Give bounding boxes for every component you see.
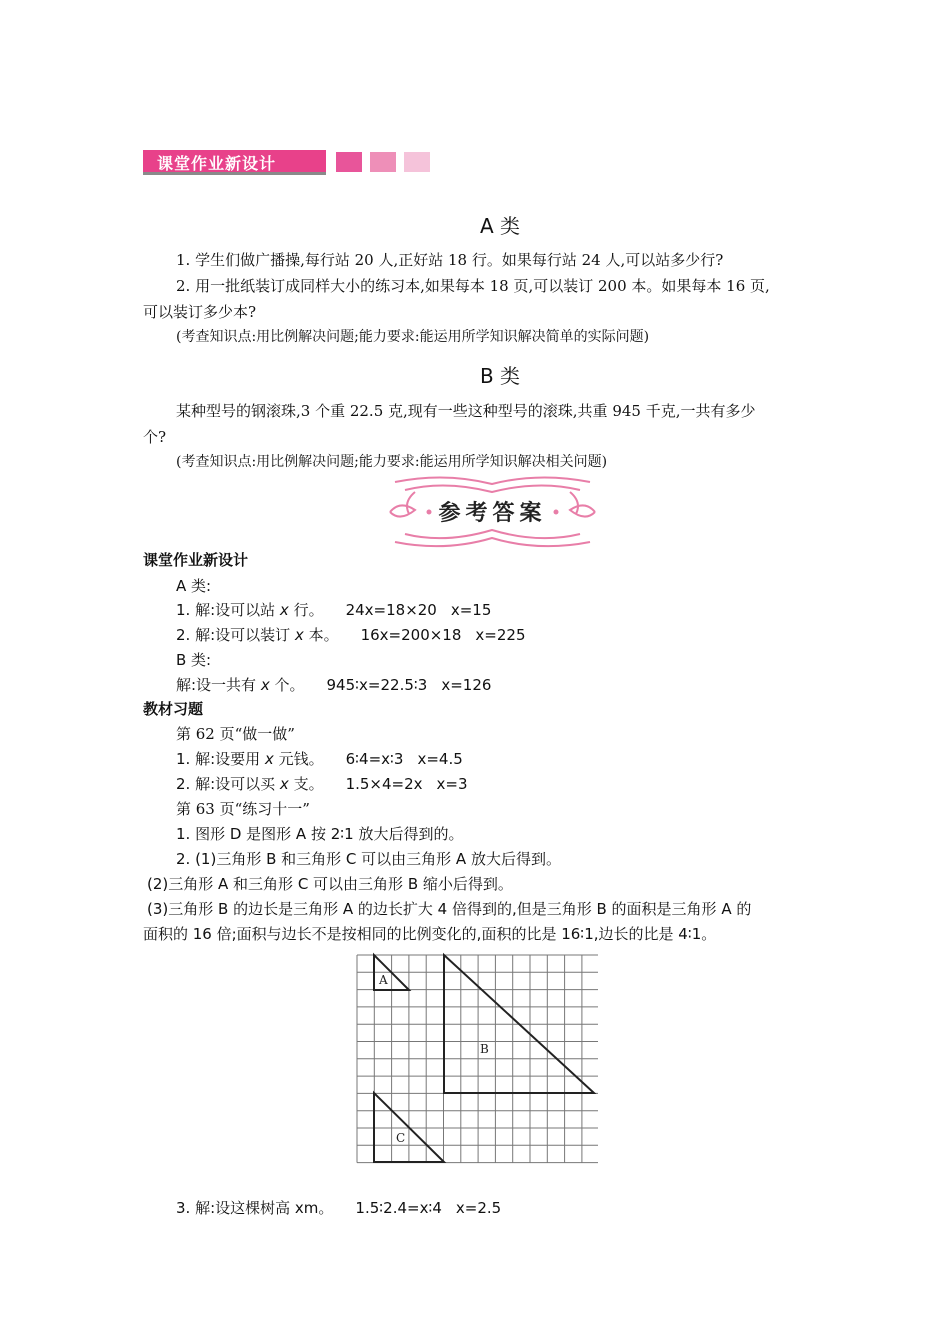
exercise-3-pre: 3. 解:设这棵树高 xm。 (176, 1199, 334, 1217)
exercise-3-eq2: x=2.5 (455, 1199, 502, 1217)
answer-a2-var: x (294, 626, 304, 644)
answer-a2 (176, 625, 525, 645)
banner-square-3 (404, 152, 430, 172)
page-62-label: 第 62 页“做一做” (176, 725, 295, 743)
answer-a1 (176, 600, 491, 620)
answer-a2-eq1: 16x=200×18 (360, 626, 462, 644)
question-a2-line1: 2. 用一批纸装订成同样大小的练习本,如果每本 18 页,可以装订 200 本。如果每本 16 页, (176, 277, 770, 295)
answer-t1-eq2: x=4.5 (417, 750, 463, 768)
section-a-note: (考查知识点:用比例解决问题;能力要求:能运用所学知识解决简单的实际问题) (176, 329, 650, 345)
answer-t2-pre: 2. 解:设可以买 (176, 775, 280, 793)
answer-banner (385, 472, 600, 552)
answers-a-label: A 类: (176, 577, 212, 595)
banner-label: 课堂作业新设计 (157, 154, 277, 173)
section-b-note: (考查知识点:用比例解决问题;能力要求:能运用所学知识解决相关问题) (176, 454, 608, 470)
answer-t2-post: 支。 (288, 775, 324, 793)
answer-b1-eq1: 945∶x=22.5∶3 (326, 676, 428, 694)
exercise-1: 1. 图形 D 是图形 A 按 2∶1 放大后得到的。 (176, 825, 464, 843)
answer-t2-var: x (279, 775, 289, 793)
exercise-3 (176, 1198, 501, 1218)
banner-square-1 (336, 152, 362, 172)
label-a: A (379, 973, 388, 987)
answer-b1-pre: 解:设一共有 (176, 676, 261, 694)
triangle-grid-figure (356, 952, 598, 1165)
answer-a1-pre: 1. 解:设可以站 (176, 601, 280, 619)
section-b-title: B 类 (479, 364, 521, 388)
answer-a1-eq1: 24x=18×20 (345, 601, 437, 619)
answer-a2-eq2: x=225 (475, 626, 526, 644)
exercise-2-1: 2. (1)三角形 B 和三角形 C 可以由三角形 A 放大后得到。 (176, 850, 561, 868)
answer-t1-pre: 1. 解:设要用 (176, 750, 265, 768)
answer-t1 (176, 749, 463, 769)
answer-t1-eq1: 6∶4=x∶3 (345, 750, 404, 768)
exercise-2-3-line2: 面积的 16 倍;面积与边长不是按相同的比例变化的,面积的比是 16∶1,边长的比是 4∶1。 (143, 925, 717, 943)
answers-heading-1: 课堂作业新设计 (143, 551, 249, 569)
answer-b1-var: x (260, 676, 270, 694)
answer-a1-eq2: x=15 (450, 601, 492, 619)
label-b: B (480, 1042, 489, 1056)
answer-a1-var: x (279, 601, 289, 619)
exercise-2-2: (2)三角形 A 和三角形 C 可以由三角形 B 缩小后得到。 (147, 875, 513, 893)
section-banner (143, 148, 433, 176)
answer-b1 (176, 675, 491, 695)
exercise-2-3-line1: (3)三角形 B 的边长是三角形 A 的边长扩大 4 倍得到的,但是三角形 B 的面积是三角形 A 的 (147, 900, 752, 918)
page-63-label: 第 63 页“练习十一” (176, 800, 310, 818)
label-c: C (396, 1131, 406, 1145)
exercise-3-eq1: 1.5∶2.4=x∶4 (355, 1199, 442, 1217)
answers-b-label: B 类: (176, 651, 212, 669)
answer-t1-post: 元钱。 (273, 750, 324, 768)
section-a-title: A 类 (479, 214, 521, 238)
answer-t1-var: x (264, 750, 274, 768)
answer-t2 (176, 774, 468, 794)
question-b-line2: 个? (143, 428, 167, 446)
answer-a2-pre: 2. 解:设可以装订 (176, 626, 295, 644)
banner-square-2 (370, 152, 396, 172)
question-a1: 1. 学生们做广播操,每行站 20 人,正好站 18 行。如果每行站 24 人,可以站多少行? (176, 251, 724, 269)
answer-a1-post: 行。 (288, 601, 324, 619)
question-b-line1: 某种型号的钢滚珠,3 个重 22.5 克,现有一些这种型号的滚珠,共重 945 千克,一共有多少 (176, 402, 756, 420)
answer-b1-post: 个。 (269, 676, 305, 694)
answers-heading-2: 教材习题 (143, 700, 204, 718)
question-a2-line2: 可以装订多少本? (143, 303, 257, 321)
answer-t2-eq2: x=3 (436, 775, 468, 793)
answer-a2-post: 本。 (303, 626, 339, 644)
banner-label-box (143, 150, 326, 175)
answer-b1-eq2: x=126 (441, 676, 492, 694)
answer-t2-eq1: 1.5×4=2x (345, 775, 423, 793)
answer-banner-text: 参考答案 (438, 500, 547, 526)
